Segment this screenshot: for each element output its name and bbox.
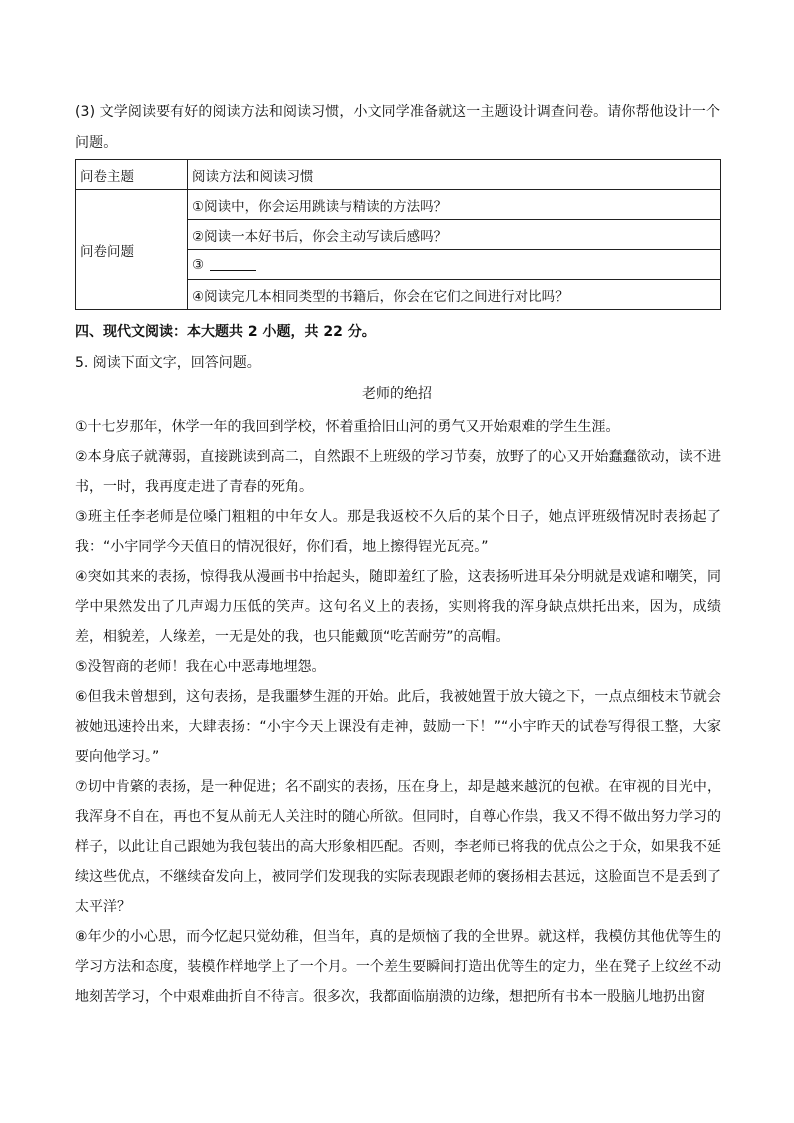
table-row [76, 190, 721, 220]
article-title: 老师的绝招 [362, 386, 432, 402]
table-cell-topic-label: 问卷主题 [76, 160, 188, 190]
question-3-line1: (3) 文学阅读要有好的阅读方法和阅读习惯，小文同学准备就这一主题设计调查问卷。请你帮他设计一个 [75, 104, 721, 120]
paragraph: ⑥但我未曾想到，这句表扬，是我噩梦生涯的开始。此后，我被她置于放大镜之下，一点点细枝末节就会被她迅速拎出来，大肆表扬：“小宇今天上课没有走神，鼓励一下！”“小宇昨天的试卷写得很工整，大家要向他学习。” [75, 689, 721, 765]
question-3-number: ③ [192, 257, 205, 273]
question-3-line2: 问题。 [75, 135, 118, 151]
table-cell-questions-label: 问卷问题 [76, 190, 188, 310]
article-body [75, 412, 721, 1012]
survey-table [75, 159, 721, 310]
table-cell-question-3 [188, 250, 721, 280]
paragraph: ③班主任李老师是位嗓门粗粗的中年女人。那是我返校不久后的某个日子，她点评班级情况时表扬起了我：“小宇同学今天值日的情况很好，你们看，地上擦得锃光瓦亮。” [75, 509, 721, 555]
paragraph: ⑧年少的小心思，而今忆起只觉幼稚，但当年，真的是烦恼了我的全世界。就这样，我模仿其他优等生的学习方法和态度，装模作样地学上了一个月。一个差生要瞬间打造出优等生的定力，坐在凳子上纹丝不动地刻苦学习，个中艰难曲折自不待言。很多次，我都面临崩溃的边缘，想把所有书本一股脑儿地扔出窗 [75, 929, 721, 1005]
paragraph: ①十七岁那年，休学一年的我回到学校，怀着重拾旧山河的勇气又开始艰难的学生生涯。 [75, 419, 620, 435]
section-4-heading: 四、现代文阅读：本大题共 2 小题，共 22 分。 [75, 324, 376, 340]
table-cell-question-2: ②阅读一本好书后，你会主动写读后感吗？ [188, 220, 721, 250]
question-3 [75, 102, 721, 153]
paragraph: ⑤没智商的老师！我在心中恶毒地埋怨。 [75, 659, 326, 675]
table-cell-question-1: ①阅读中，你会运用跳读与精读的方法吗？ [188, 190, 721, 220]
paragraph: ⑦切中肯綮的表扬，是一种促进；名不副实的表扬，压在身上，却是越来越沉的包袱。在审视的目光中，我浑身不自在，再也不复从前无人关注时的随心所欲。但同时，自尊心作祟，我又不得不做出努力学习的样子，以此让自己跟她为我包装出的高大形象相匹配。否则，李老师已将我的优点公之于众，如果我不延续这些优点，不继续奋发向上，被同学们发现我的实际表现跟老师的褒扬相去甚远，这脸面岂不是丢到了太平洋？ [75, 779, 721, 915]
answer-blank[interactable] [210, 256, 256, 271]
paragraph: ④突如其来的表扬，惊得我从漫画书中抬起头，随即羞红了脸，这表扬听进耳朵分明就是戏谑和嘲笑，同学中果然发出了几声竭力压低的笑声。这句名义上的表扬，实则将我的浑身缺点烘托出来，因为，成绩差，相貌差，人缘差，一无是处的我，也只能戴顶“吃苦耐劳”的高帽。 [75, 569, 721, 645]
table-cell-topic-value: 阅读方法和阅读习惯 [188, 160, 721, 190]
question-5-prompt: 5. 阅读下面文字，回答问题。 [75, 355, 261, 371]
table-row [76, 160, 721, 190]
table-cell-question-4: ④阅读完几本相同类型的书籍后，你会在它们之间进行对比吗？ [188, 280, 721, 310]
paragraph: ②本身底子就薄弱，直接跳读到高二，自然跟不上班级的学习节奏，放野了的心又开始蠢蠢欲动，读不进书，一时，我再度走进了青春的死角。 [75, 449, 721, 495]
